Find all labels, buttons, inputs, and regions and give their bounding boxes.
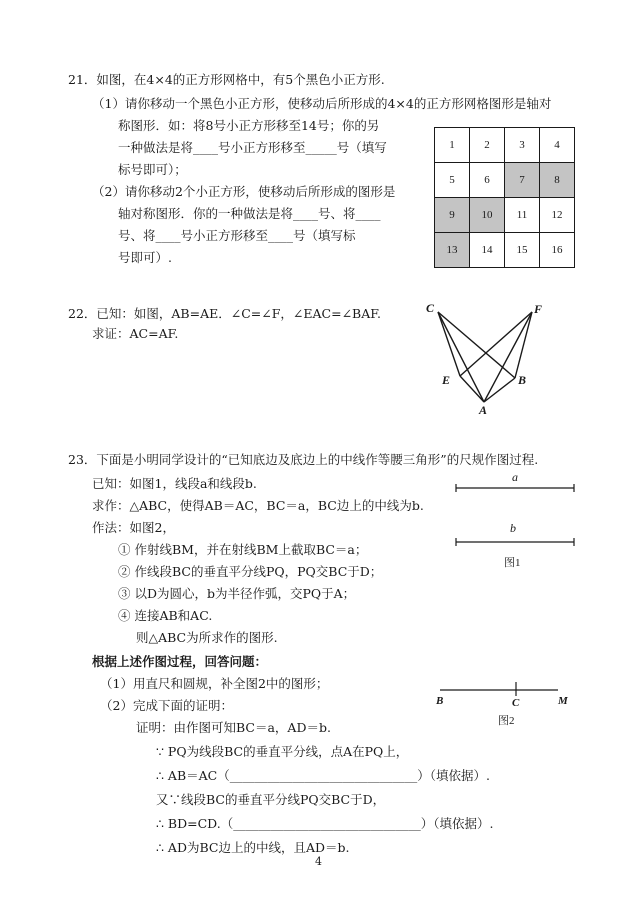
q21-part1-line3: 一种做法是将____号小正方形移至_____号（填写 bbox=[118, 140, 387, 155]
q23-ans1: （1）用直尺和圆规，补全图2中的图形； bbox=[100, 676, 329, 691]
q21-part2-line3: 号、将____号小正方形移至____号（填写标 bbox=[118, 228, 356, 243]
q23-proof5: ∴ BD=CD.（______________________________）（填依据）. bbox=[156, 816, 494, 831]
segment-FB bbox=[515, 312, 532, 378]
q23-proof1: 证明：由作图可知BC＝a，AD＝b. bbox=[136, 720, 331, 735]
label-B-fig2: B bbox=[436, 695, 444, 707]
grid-cell: 4 bbox=[540, 128, 575, 163]
q23-proof4: 又∵线段BC的垂直平分线PQ交BC于D， bbox=[156, 792, 386, 807]
grid-cell: 12 bbox=[540, 198, 575, 233]
q23-construct: 求作：△ABC，使得AB＝AC，BC＝a，BC边上的中线为b. bbox=[92, 498, 424, 513]
q21-part1-line4: 标号即可）； bbox=[118, 162, 187, 177]
label-C: C bbox=[426, 301, 435, 315]
label-b: b bbox=[510, 521, 516, 535]
q23-step4: ④ 连接AB和AC. bbox=[118, 608, 213, 623]
label-F: F bbox=[534, 302, 543, 316]
q23-method: 作法：如图2， bbox=[92, 520, 175, 535]
grid-cell: 2 bbox=[470, 128, 505, 163]
figure-1-caption: 图1 bbox=[504, 557, 521, 569]
label-B: B bbox=[518, 373, 527, 387]
q21-part2-line2: 轴对称图形．你的一种做法是将____号、将____ bbox=[118, 206, 381, 221]
q21-part1-line1: （1）请你移动一个黑色小正方形，使移动后所形成的4×4的正方形网格图形是轴对 bbox=[92, 96, 552, 111]
grid-cell: 13 bbox=[435, 233, 470, 268]
q21-part1-line2: 称图形．如：将8号小正方形移至14号；你的另 bbox=[118, 118, 380, 133]
q23-proof2: ∵ PQ为线段BC的垂直平分线，点A在PQ上， bbox=[156, 744, 409, 759]
q23-proof3: ∴ AB＝AC（______________________________）（填依据）. bbox=[156, 768, 490, 783]
q23-proof6: ∴ AD为BC边上的中线，且AD＝b. bbox=[156, 840, 350, 855]
grid-cell: 9 bbox=[435, 198, 470, 233]
q23-figure-2 bbox=[432, 676, 582, 736]
q23-step3: ③ 以D为圆心，b为半径作弧，交PQ于A； bbox=[118, 586, 356, 601]
q21-part2-line1: （2）请你移动2个小正方形，使移动后所形成的图形是 bbox=[92, 184, 396, 199]
q23-given: 已知：如图1，线段a和线段b. bbox=[92, 476, 257, 491]
grid-cell: 10 bbox=[470, 198, 505, 233]
label-a: a bbox=[512, 470, 518, 484]
segment-FE bbox=[460, 312, 532, 376]
figure-2-caption: 图2 bbox=[498, 715, 515, 727]
grid-cell: 1 bbox=[435, 128, 470, 163]
grid-cell: 14 bbox=[470, 233, 505, 268]
page-number: 4 bbox=[315, 855, 322, 868]
grid-cell: 8 bbox=[540, 163, 575, 198]
q21-part2-line4: 号即可）. bbox=[118, 250, 172, 265]
grid-cell: 15 bbox=[505, 233, 540, 268]
grid-cell: 11 bbox=[505, 198, 540, 233]
segment-BA bbox=[484, 378, 515, 402]
q23-step2: ② 作线段BC的垂直平分线PQ，PQ交BC于D； bbox=[118, 564, 383, 579]
q21-title: 21．如图，在4×4的正方形网格中，有5个黑色小正方形. bbox=[68, 72, 385, 87]
grid-cell: 7 bbox=[505, 163, 540, 198]
q23-answer-heading: 根据上述作图过程，回答问题： bbox=[92, 654, 268, 669]
q23-ans2: （2）完成下面的证明： bbox=[100, 698, 233, 713]
label-E: E bbox=[442, 373, 451, 387]
q23-conclusion: 则△ABC为所求作的图形. bbox=[136, 630, 278, 645]
label-M-fig2: M bbox=[558, 695, 568, 707]
q23-figure-1 bbox=[450, 468, 580, 578]
grid-cell: 5 bbox=[435, 163, 470, 198]
q22-given: 22．已知：如图，AB=AE．∠C=∠F，∠EAC=∠BAF. bbox=[68, 306, 381, 321]
square-grid-4x4 bbox=[434, 127, 575, 268]
q23-title: 23．下面是小明同学设计的“已知底边及底边上的中线作等腰三角形”的尺规作图过程. bbox=[68, 452, 539, 467]
q23-step1: ① 作射线BM，并在射线BM上截取BC＝a； bbox=[118, 542, 368, 557]
label-A: A bbox=[479, 403, 488, 417]
q22-prove: 求证：AC=AF. bbox=[92, 326, 179, 341]
label-C-fig2: C bbox=[512, 697, 520, 709]
grid-cell: 6 bbox=[470, 163, 505, 198]
q22-figure bbox=[420, 298, 560, 418]
grid-cell: 16 bbox=[540, 233, 575, 268]
segment-CA bbox=[438, 312, 484, 402]
grid-cell: 3 bbox=[505, 128, 540, 163]
